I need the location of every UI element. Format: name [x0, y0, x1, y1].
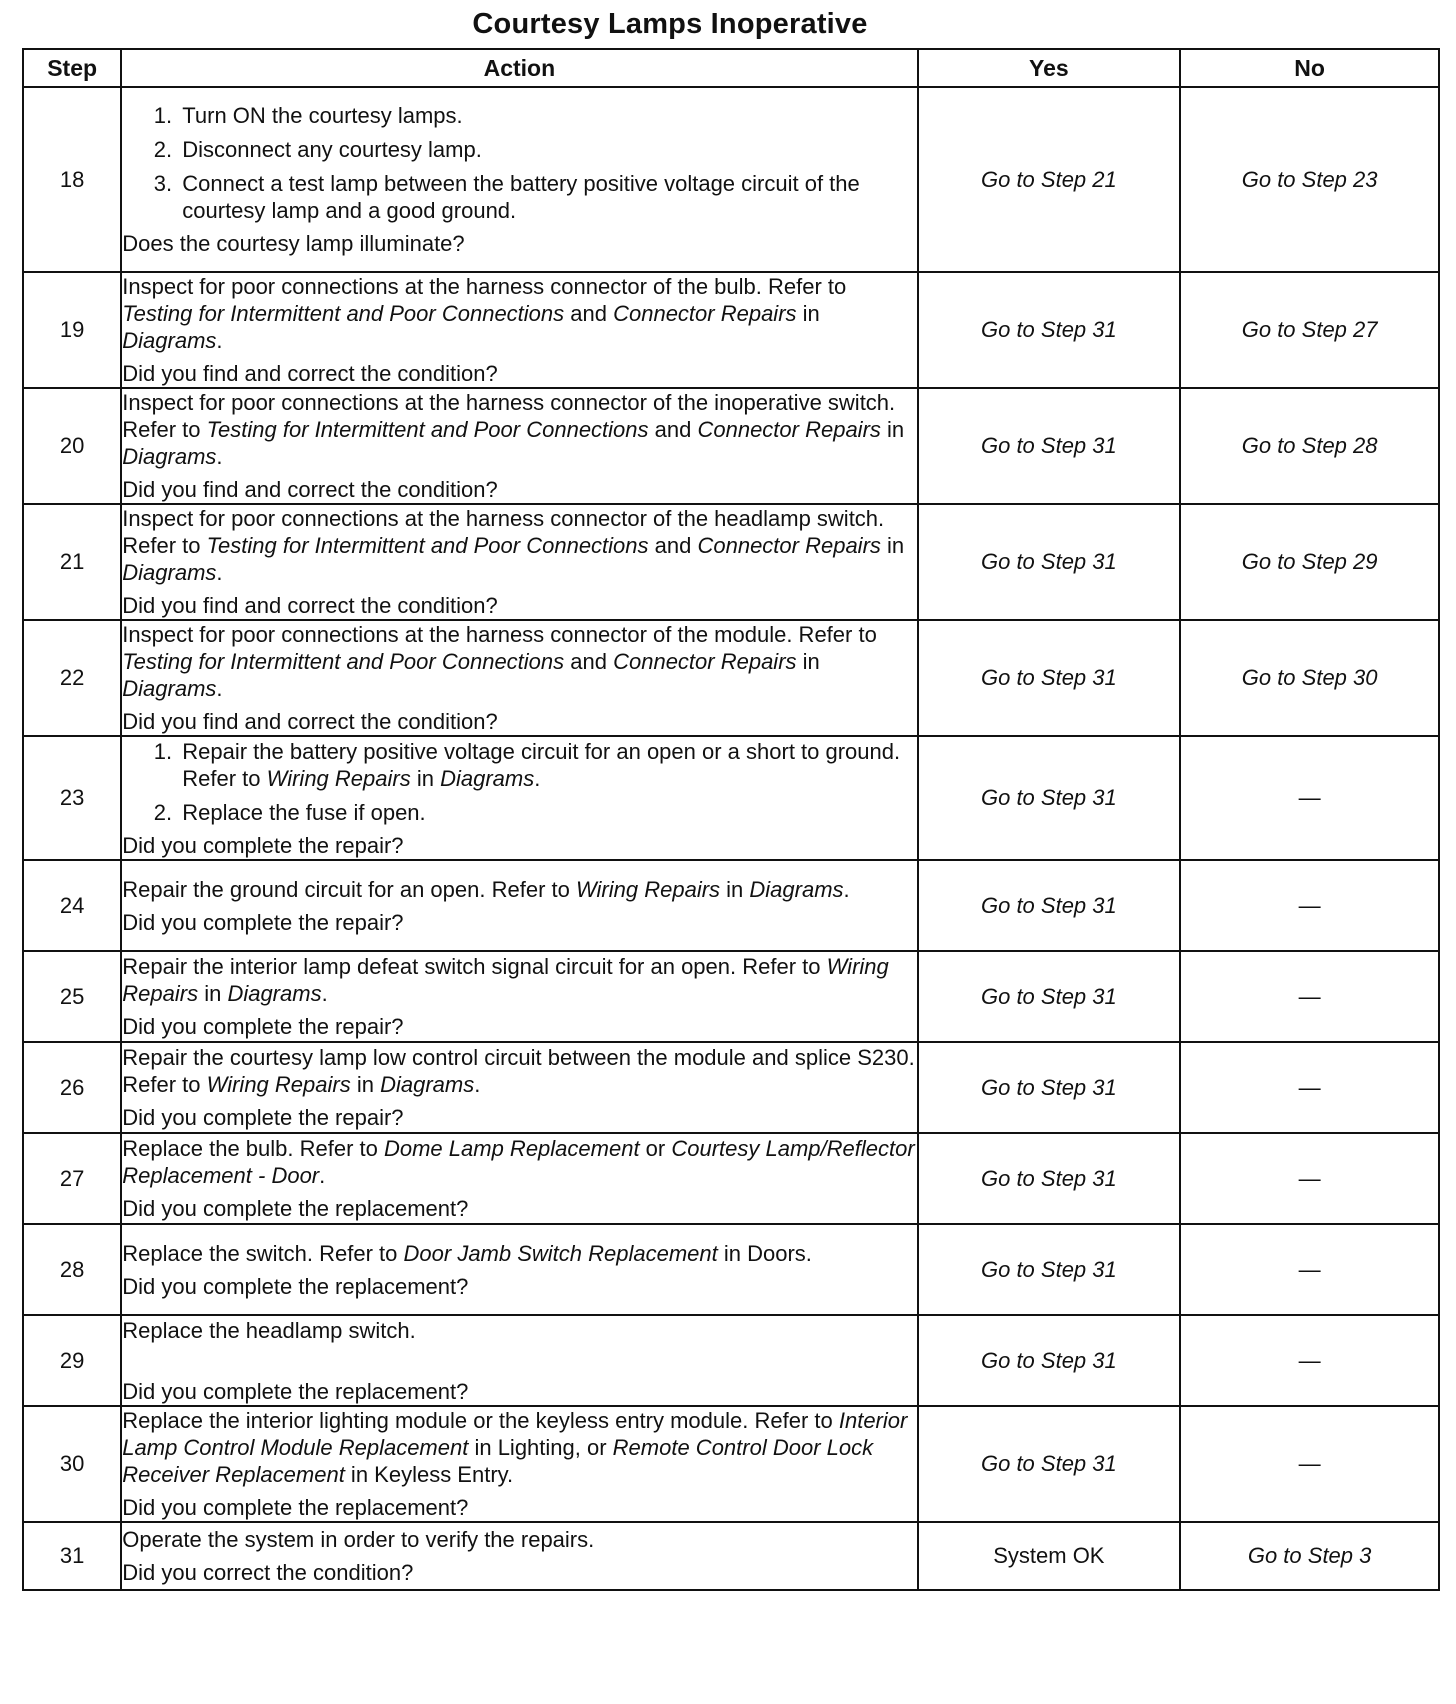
- step-number: 31: [23, 1522, 121, 1590]
- action-text: Repair the ground circuit for an open. Refer to Wiring Repairs in Diagrams.: [122, 876, 850, 902]
- no-cell: —: [1180, 1042, 1439, 1133]
- action-question: Did you complete the repair?: [122, 909, 404, 935]
- action-list: [122, 102, 916, 224]
- table-row: [23, 504, 1439, 620]
- step-number: 27: [23, 1133, 121, 1224]
- yes-cell: Go to Step 31: [918, 504, 1181, 620]
- action-text: Inspect for poor connections at the harness connector of the bulb. Refer to Testing for Intermittent and Poor Connections and Connector Repairs in Diagrams.: [122, 274, 847, 353]
- table-row: [23, 736, 1439, 860]
- action-question: Did you complete the repair?: [122, 1105, 404, 1130]
- no-cell: —: [1180, 736, 1439, 860]
- table-row: [23, 1315, 1439, 1406]
- no-cell: —: [1180, 951, 1439, 1042]
- action-question: Did you complete the replacement?: [122, 1273, 469, 1299]
- action-text: Replace the interior lighting module or the keyless entry module. Refer to Interior Lamp Control Module Replacement in Lighting, or Remote Control Door Lock Receiver Replacement in Keyless Entry.: [122, 1408, 908, 1487]
- table-row: [23, 860, 1439, 951]
- action-question: Did you complete the repair?: [122, 1014, 404, 1039]
- action-cell: [121, 1133, 917, 1224]
- table-row: [23, 388, 1439, 504]
- action-text: Repair the interior lamp defeat switch signal circuit for an open. Refer to Wiring Repairs in Diagrams.: [122, 954, 889, 1006]
- step-number: 20: [23, 388, 121, 504]
- yes-cell: Go to Step 21: [918, 87, 1181, 272]
- no-cell: Go to Step 28: [1180, 388, 1439, 504]
- table-row: [23, 620, 1439, 736]
- reference-link: Diagrams: [122, 560, 217, 585]
- reference-link: Diagrams: [122, 444, 217, 469]
- diagnostic-table: [22, 48, 1440, 1591]
- table-row: [23, 87, 1439, 272]
- reference-link: Testing for Intermittent and Poor Connections: [122, 301, 565, 326]
- action-text: Repair the courtesy lamp low control circuit between the module and splice S230. Refer to Wiring Repairs in Diagrams.: [122, 1045, 915, 1097]
- no-cell: Go to Step 29: [1180, 504, 1439, 620]
- action-question: Did you find and correct the condition?: [122, 361, 498, 386]
- action-question: Did you find and correct the condition?: [122, 593, 498, 618]
- step-number: 23: [23, 736, 121, 860]
- table-row: [23, 1133, 1439, 1224]
- step-number: 19: [23, 272, 121, 388]
- action-cell: [121, 1406, 917, 1522]
- action-question: Did you complete the replacement?: [122, 1378, 469, 1404]
- yes-cell: Go to Step 31: [918, 1315, 1181, 1406]
- yes-cell: System OK: [918, 1522, 1181, 1590]
- action-cell: [121, 860, 917, 951]
- yes-cell: Go to Step 31: [918, 1224, 1181, 1315]
- action-question: Did you correct the condition?: [122, 1560, 414, 1585]
- table-row: [23, 1224, 1439, 1315]
- no-cell: —: [1180, 1406, 1439, 1522]
- action-question: Did you complete the replacement?: [122, 1196, 469, 1221]
- table-row: [23, 272, 1439, 388]
- action-question: Does the courtesy lamp illuminate?: [122, 231, 465, 256]
- step-number: 28: [23, 1224, 121, 1315]
- action-cell: [121, 1042, 917, 1133]
- no-cell: Go to Step 27: [1180, 272, 1439, 388]
- reference-link: Diagrams: [122, 328, 217, 353]
- action-text: Operate the system in order to verify the repairs.: [122, 1527, 595, 1552]
- action-cell: [121, 1224, 917, 1315]
- table-title: Courtesy Lamps Inoperative: [472, 8, 868, 40]
- reference-link: Diagrams: [380, 1072, 475, 1097]
- yes-cell: Go to Step 31: [918, 1406, 1181, 1522]
- no-cell: Go to Step 30: [1180, 620, 1439, 736]
- action-cell: [121, 951, 917, 1042]
- yes-cell: Go to Step 31: [918, 388, 1181, 504]
- action-question: Did you find and correct the condition?: [122, 709, 498, 734]
- yes-cell: Go to Step 31: [918, 272, 1181, 388]
- table-row: [23, 1042, 1439, 1133]
- header-no: No: [1180, 49, 1439, 87]
- reference-link: Courtesy Lamp/Reflector Replacement - Door: [122, 1136, 915, 1188]
- reference-link: Testing for Intermittent and Poor Connections: [206, 533, 649, 558]
- reference-link: Diagrams: [440, 765, 535, 791]
- yes-cell: Go to Step 31: [918, 620, 1181, 736]
- reference-link: Remote Control Door Lock Receiver Replacement: [122, 1435, 874, 1487]
- yes-cell: Go to Step 31: [918, 736, 1181, 860]
- action-cell: [121, 504, 917, 620]
- header-step: Step: [23, 49, 121, 87]
- reference-link: Connector Repairs: [697, 417, 881, 442]
- action-cell: [121, 388, 917, 504]
- action-text: Replace the headlamp switch.: [122, 1317, 416, 1343]
- yes-cell: Go to Step 31: [918, 1133, 1181, 1224]
- action-text: Replace the bulb. Refer to Dome Lamp Replacement or Courtesy Lamp/Reflector Replacement - Door.: [122, 1136, 915, 1188]
- action-cell: [121, 87, 917, 272]
- step-number: 22: [23, 620, 121, 736]
- list-item: 1. Repair the battery positive voltage circuit for an open or a short to ground. Refer to Wiring Repairs in Diagrams.: [178, 738, 916, 792]
- action-text: Inspect for poor connections at the harness connector of the inoperative switch. Refer to Testing for Intermittent and Poor Connections and Connector Repairs in Diagrams.: [122, 390, 905, 469]
- header-yes: Yes: [918, 49, 1181, 87]
- step-number: 24: [23, 860, 121, 951]
- no-cell: —: [1180, 1224, 1439, 1315]
- reference-link: Interior Lamp Control Module Replacement: [122, 1408, 908, 1460]
- table-row: [23, 1522, 1439, 1590]
- yes-cell: Go to Step 31: [918, 860, 1181, 951]
- action-question: Did you find and correct the condition?: [122, 477, 498, 502]
- yes-cell: Go to Step 31: [918, 951, 1181, 1042]
- step-number: 30: [23, 1406, 121, 1522]
- table-row: [23, 1406, 1439, 1522]
- reference-link: Wiring Repairs: [206, 1072, 351, 1097]
- reference-link: Door Jamb Switch Replacement: [403, 1240, 718, 1266]
- step-number: 29: [23, 1315, 121, 1406]
- action-cell: [121, 1315, 917, 1406]
- no-cell: —: [1180, 1133, 1439, 1224]
- step-number: 21: [23, 504, 121, 620]
- list-item: 2. Disconnect any courtesy lamp.: [178, 136, 916, 163]
- step-number: 18: [23, 87, 121, 272]
- reference-link: Wiring Repairs: [575, 876, 721, 902]
- reference-link: Connector Repairs: [613, 649, 797, 674]
- step-number: 25: [23, 951, 121, 1042]
- action-text: Inspect for poor connections at the harness connector of the module. Refer to Testing for Intermittent and Poor Connections and Connector Repairs in Diagrams.: [122, 622, 877, 701]
- action-text: Inspect for poor connections at the harness connector of the headlamp switch. Refer to Testing for Intermittent and Poor Connections and Connector Repairs in Diagrams.: [122, 506, 905, 585]
- table-row: [23, 951, 1439, 1042]
- reference-link: Dome Lamp Replacement: [383, 1136, 640, 1161]
- header-row: [23, 49, 1439, 87]
- reference-link: Testing for Intermittent and Poor Connections: [206, 417, 649, 442]
- step-number: 26: [23, 1042, 121, 1133]
- action-cell: [121, 272, 917, 388]
- no-cell: Go to Step 23: [1180, 87, 1439, 272]
- no-cell: —: [1180, 860, 1439, 951]
- yes-cell: Go to Step 31: [918, 1042, 1181, 1133]
- reference-link: Diagrams: [227, 981, 322, 1006]
- action-list: [122, 738, 916, 826]
- no-cell: Go to Step 3: [1180, 1522, 1439, 1590]
- reference-link: Diagrams: [122, 676, 217, 701]
- reference-link: Connector Repairs: [697, 533, 881, 558]
- action-cell: [121, 736, 917, 860]
- action-text: Replace the switch. Refer to Door Jamb Switch Replacement in Doors.: [122, 1240, 812, 1266]
- list-item: 3. Connect a test lamp between the battery positive voltage circuit of the courtesy lamp and a good ground.: [178, 170, 916, 224]
- reference-link: Wiring Repairs: [122, 954, 889, 1006]
- action-question: Did you complete the repair?: [122, 832, 404, 858]
- reference-link: Diagrams: [749, 876, 844, 902]
- list-item: 2. Replace the fuse if open.: [178, 799, 916, 826]
- action-cell: [121, 620, 917, 736]
- no-cell: —: [1180, 1315, 1439, 1406]
- list-item: 1. Turn ON the courtesy lamps.: [178, 102, 916, 129]
- reference-link: Wiring Repairs: [266, 765, 411, 791]
- reference-link: Testing for Intermittent and Poor Connections: [122, 649, 565, 674]
- action-question: Did you complete the replacement?: [122, 1495, 469, 1520]
- header-action: Action: [121, 49, 917, 87]
- action-cell: [121, 1522, 917, 1590]
- reference-link: Connector Repairs: [613, 301, 797, 326]
